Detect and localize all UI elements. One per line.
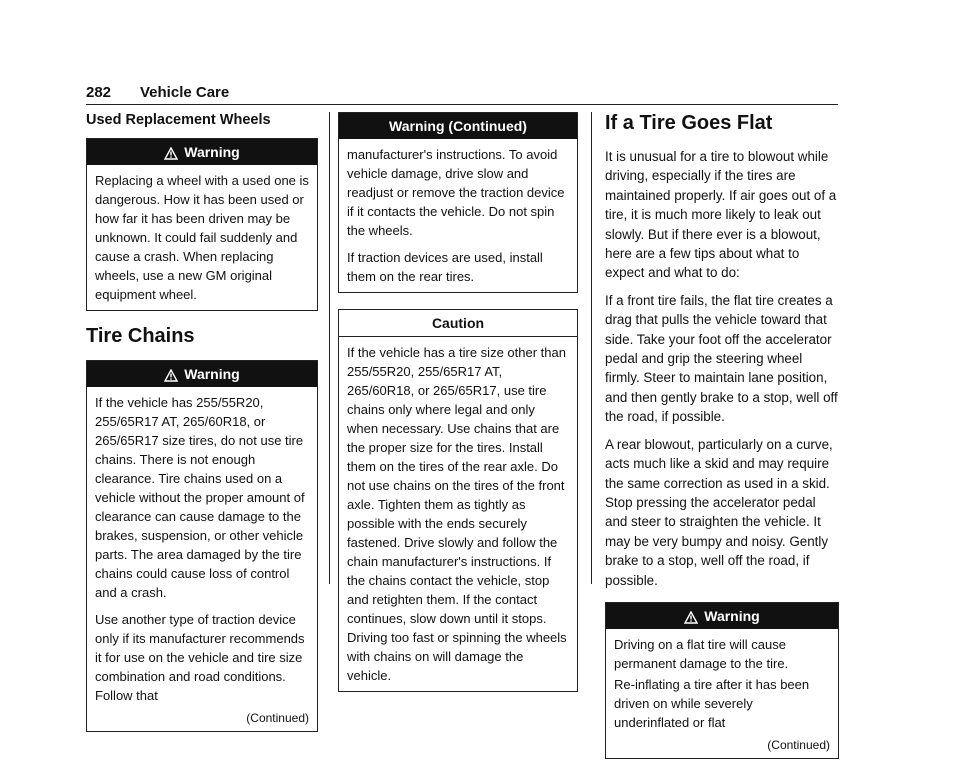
warning-text: manufacturer's instructions. To avoid vehicle damage, drive slow and readjust or remove the traction device if it contacts the vehicle. Do not spin the wheels.: [347, 147, 565, 238]
warning-text: Re-inflating a tire after it has been driven on while severely underinflated or flat: [614, 676, 810, 730]
column-2: [338, 112, 578, 706]
warning-text: Replacing a wheel with a used one is dangerous. How it has been used or how far it has been driven may be unknown. It could fail suddenly and cause a crash. When replacing wheels, use a new GM original equipment wheel.: [95, 173, 309, 302]
page-header: [86, 78, 838, 105]
section-title: If a Tire Goes Flat: [605, 112, 773, 134]
warning-box: [338, 112, 578, 293]
warning-text: Driving on a flat tire will cause permanent damage to the tire.: [614, 636, 789, 671]
body-paragraph: A rear blowout, particularly on a curve, acts much like a skid and may require the same correction as used in a skid. Stop pressing the accelerator pedal and steer to straighten the vehicle. It may be very bumpy and noisy. Gently brake to a stop, well off the road, if possible.: [605, 436, 833, 588]
warning-box: [86, 360, 318, 732]
warning-title: Warning: [184, 366, 240, 382]
section-name: Vehicle Care: [140, 84, 230, 101]
warning-box: [605, 602, 839, 759]
column-divider-2: [591, 112, 592, 584]
warning-box: [86, 138, 318, 311]
warning-text: If traction devices are used, install them on the rear tires.: [347, 250, 543, 284]
warning-icon: [164, 369, 178, 382]
warning-title: Warning: [704, 607, 760, 624]
warning-header: Warning (Continued): [339, 113, 577, 139]
caution-text: If the vehicle has a tire size other than 255/55R20, 255/65R17 AT, 265/60R18, or 265/65R17, use tire chains only where legal and only when necessary. Use chains that are the proper size for the tires. Install them on the tires of the rear axle. Do not use chains on the tires of the front axle. Tighten them as tightly as possible with the ends securely fastened. Drive slowly and follow the chain manufacturer's instructions. If the chains contact the vehicle, stop and retighten them. If the contact continues, slow down until it stops. Driving too fast or spinning the wheels with chains on will damage the vehicle.: [347, 345, 567, 683]
column-1: [86, 112, 318, 746]
warning-header: [87, 361, 317, 387]
warning-text: Use another type of traction device only if its manufacturer recommends it for use on the vehicle and tire size combination and road conditions. Follow that: [95, 612, 305, 703]
column-3: [605, 112, 839, 773]
caution-box: [338, 309, 578, 692]
section-title: Tire Chains: [86, 325, 195, 347]
warning-text: If the vehicle has 255/55R20, 255/65R17 AT, 265/60R18, or 265/65R17 size tires, do not use tire chains. There is not enough clearance. Tire chains used on a vehicle without the proper amount of clearance can cause damage to the brakes, suspension, or other vehicle parts. The area damaged by the tire chains could cause loss of control and a crash.: [95, 395, 305, 600]
continued-label: (Continued): [246, 711, 309, 725]
continued-label: (Continued): [767, 737, 830, 752]
warning-icon: [164, 147, 178, 160]
caution-header: Caution: [339, 310, 577, 337]
warning-title: Warning: [184, 144, 240, 160]
body-paragraph: If a front tire fails, the flat tire creates a drag that pulls the vehicle toward that side. Take your foot off the accelerator pedal and grip the steering wheel firmly. Steer to maintain lane position, and then gently brake to a stop, well off the road, if possible.: [605, 292, 838, 425]
warning-header: [606, 603, 838, 629]
warning-icon: [684, 611, 698, 624]
column-divider-1: [329, 112, 330, 584]
warning-header: [87, 139, 317, 165]
subheading: Used Replacement Wheels: [86, 112, 271, 128]
body-paragraph: It is unusual for a tire to blowout while driving, especially if the tires are maintained properly. If air goes out of a tire, it is much more likely to leak out slowly. But if there ever is a blowout, here are a few tips about what to expect and what to do:: [605, 149, 837, 281]
page-number: 282: [86, 84, 112, 101]
